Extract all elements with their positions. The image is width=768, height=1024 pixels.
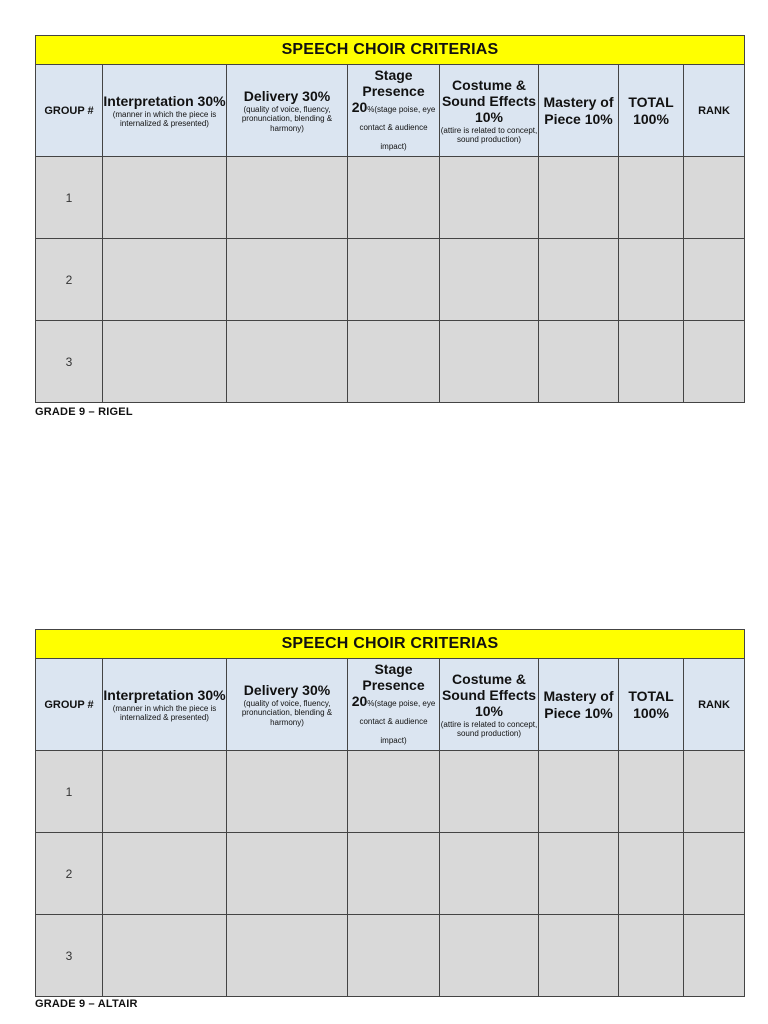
score-cell-total[interactable] <box>619 751 684 833</box>
criteria-sheet-altair <box>35 629 744 1010</box>
header-delivery: Delivery 30% (quality of voice, fluency, pronunciation, blending & harmony) <box>227 65 348 157</box>
group-number: 1 <box>36 157 103 239</box>
header-mastery: Mastery of Piece 10% <box>539 659 619 751</box>
score-cell-interpretation[interactable] <box>103 239 227 321</box>
score-cell-mastery[interactable] <box>539 239 619 321</box>
score-cell-rank[interactable] <box>684 157 745 239</box>
score-cell-delivery[interactable] <box>227 751 348 833</box>
header-rank: RANK <box>684 65 745 157</box>
score-cell-mastery[interactable] <box>539 915 619 997</box>
score-cell-stage-presence[interactable] <box>348 915 440 997</box>
score-cell-delivery[interactable] <box>227 833 348 915</box>
score-cell-stage-presence[interactable] <box>348 157 440 239</box>
score-cell-total[interactable] <box>619 915 684 997</box>
group-number: 3 <box>36 915 103 997</box>
grade-section-label: GRADE 9 – RIGEL <box>35 406 133 418</box>
score-cell-stage-presence[interactable] <box>348 833 440 915</box>
table-row <box>36 239 745 321</box>
score-cell-costume-sound[interactable] <box>440 321 539 403</box>
header-total: TOTAL 100% <box>619 65 684 157</box>
score-cell-delivery[interactable] <box>227 239 348 321</box>
score-cell-delivery[interactable] <box>227 157 348 239</box>
score-cell-costume-sound[interactable] <box>440 751 539 833</box>
table-row <box>36 321 745 403</box>
score-cell-rank[interactable] <box>684 751 745 833</box>
score-cell-stage-presence[interactable] <box>348 321 440 403</box>
score-cell-interpretation[interactable] <box>103 157 227 239</box>
table-row <box>36 751 745 833</box>
header-costume-sound: Costume & Sound Effects 10% (attire is related to concept, sound production) <box>440 659 539 751</box>
header-mastery: Mastery of Piece 10% <box>539 65 619 157</box>
score-cell-costume-sound[interactable] <box>440 157 539 239</box>
score-cell-rank[interactable] <box>684 239 745 321</box>
score-cell-costume-sound[interactable] <box>440 239 539 321</box>
score-cell-interpretation[interactable] <box>103 915 227 997</box>
table-title: SPEECH CHOIR CRITERIAS <box>36 630 745 659</box>
criteria-sheet-rigel <box>35 35 744 418</box>
score-cell-interpretation[interactable] <box>103 833 227 915</box>
score-cell-mastery[interactable] <box>539 157 619 239</box>
score-cell-total[interactable] <box>619 239 684 321</box>
header-interpretation: Interpretation 30% (manner in which the piece is internalized & presented) <box>103 659 227 751</box>
score-cell-rank[interactable] <box>684 321 745 403</box>
criteria-table <box>35 35 745 403</box>
group-number: 1 <box>36 751 103 833</box>
header-costume-sound: Costume & Sound Effects 10% (attire is related to concept, sound production) <box>440 65 539 157</box>
criteria-table <box>35 629 745 997</box>
table-row <box>36 157 745 239</box>
score-cell-interpretation[interactable] <box>103 751 227 833</box>
score-cell-total[interactable] <box>619 157 684 239</box>
score-cell-mastery[interactable] <box>539 833 619 915</box>
score-cell-rank[interactable] <box>684 833 745 915</box>
header-interpretation: Interpretation 30% (manner in which the piece is internalized & presented) <box>103 65 227 157</box>
table-row <box>36 915 745 997</box>
score-cell-delivery[interactable] <box>227 915 348 997</box>
score-cell-mastery[interactable] <box>539 321 619 403</box>
group-number: 2 <box>36 833 103 915</box>
header-stage-presence: Stage Presence 20%(stage poise, eye contact & audience impact) <box>348 65 440 157</box>
score-cell-costume-sound[interactable] <box>440 915 539 997</box>
score-cell-mastery[interactable] <box>539 751 619 833</box>
score-cell-stage-presence[interactable] <box>348 751 440 833</box>
score-cell-rank[interactable] <box>684 915 745 997</box>
header-group: GROUP # <box>36 65 103 157</box>
score-cell-costume-sound[interactable] <box>440 833 539 915</box>
score-cell-stage-presence[interactable] <box>348 239 440 321</box>
table-title: SPEECH CHOIR CRITERIAS <box>36 36 745 65</box>
header-stage-presence: Stage Presence 20%(stage poise, eye contact & audience impact) <box>348 659 440 751</box>
score-cell-total[interactable] <box>619 833 684 915</box>
grade-section-label: GRADE 9 – ALTAIR <box>35 998 138 1010</box>
group-number: 2 <box>36 239 103 321</box>
score-cell-interpretation[interactable] <box>103 321 227 403</box>
table-row <box>36 833 745 915</box>
header-group: GROUP # <box>36 659 103 751</box>
group-number: 3 <box>36 321 103 403</box>
header-rank: RANK <box>684 659 745 751</box>
header-total: TOTAL 100% <box>619 659 684 751</box>
score-cell-total[interactable] <box>619 321 684 403</box>
header-delivery: Delivery 30% (quality of voice, fluency, pronunciation, blending & harmony) <box>227 659 348 751</box>
score-cell-delivery[interactable] <box>227 321 348 403</box>
